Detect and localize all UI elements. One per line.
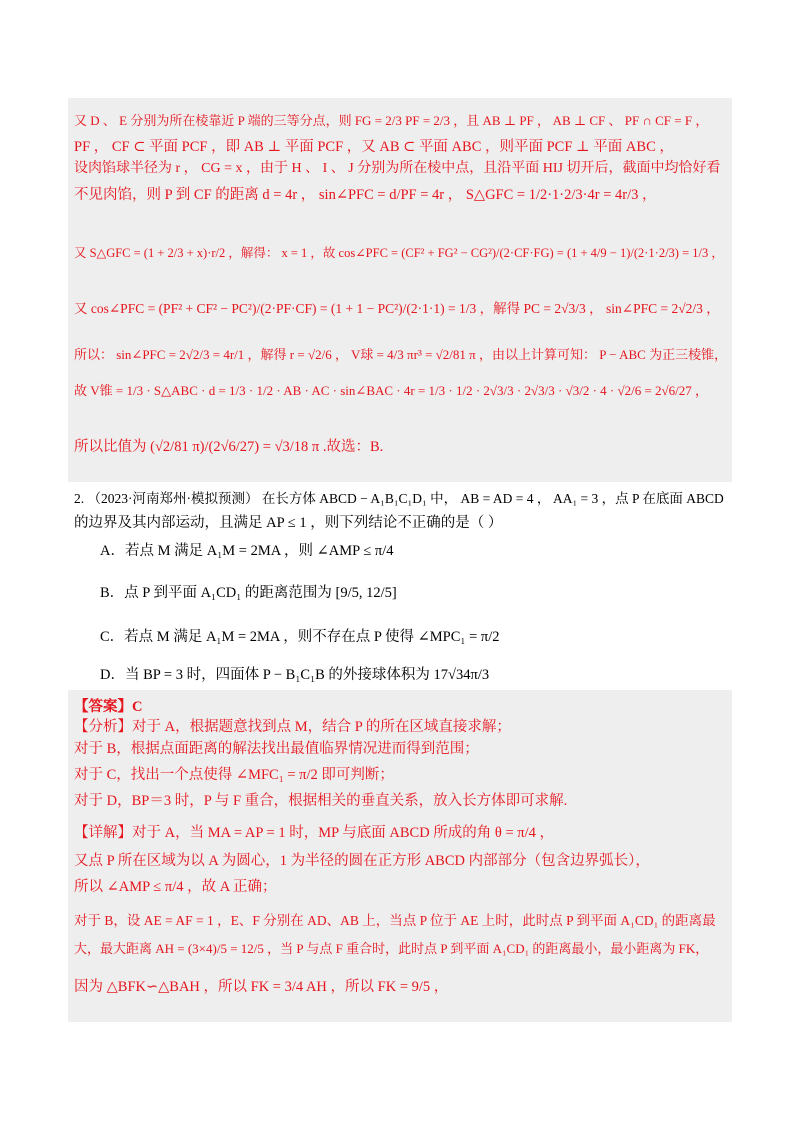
question-stem-line1: 在长方体 ABCD − A₁B₁C₁D₁ 中， AB = AD = 4 ， AA₁ = 3 ，点 P 在底面 ABCD [261, 491, 724, 506]
detail-line-1: 【详解】对于 A，当 MA = AP = 1 时，MP 与底面 ABCD 所成的角 θ = π/4 ， [74, 825, 555, 841]
detail-line-4: 对于 B，设 AE = AF = 1 ，E、F 分别在 AD、AB 上，当点 P 位于 AE 上时，此时点 P 到平面 A₁CD₁ 的距离最 [74, 913, 716, 928]
detail-line-5: 大，最大距离 AH = (3×4)/5 = 12/5 ，当 P 与点 F 重合时，此时点 P 到平面 A₁CD₁ 的距离最小，最小距离为 FK， [74, 941, 709, 956]
solution-line-2: PF ， CF ⊂ 平面 PCF ，即 AB ⊥ 平面 PCF ，又 AB ⊂ 平面 ABC ，则平面 PCF ⊥ 平面 ABC ， [74, 139, 674, 155]
question-source: （2023·河南郑州·模拟预测） [87, 491, 259, 506]
question-number: 2. [74, 491, 85, 506]
answer-label: 【答案】C [74, 699, 143, 715]
solution-line-1: 又 D 、 E 分别为所在棱靠近 P 端的三等分点，则 FG = 2/3 PF = 2/3 ，且 AB ⊥ PF ， AB ⊥ CF 、 PF ∩ CF = F ， [74, 113, 709, 128]
solution-line-9: 所以比值为 (√2/81 π)/(2√6/27) = √3/18 π .故选：B. [74, 439, 384, 455]
solution-line-8: 故 V锥 = 1/3 · S△ABC · d = 1/3 · 1/2 · AB · AC · sin∠BAC · 4r = 1/3 · 1/2 · 2√3/3 · 2√3/3 · √3/2 · 4 · √2/6 = 2√6/27 ， [74, 383, 709, 398]
option-a: A．若点 M 满足 A₁M = 2MA ，则 ∠AMP ≤ π/4 [100, 543, 394, 559]
option-c: C．若点 M 满足 A₁M = 2MA ，则不存在点 P 使得 ∠MPC₁ = π/2 [100, 629, 500, 645]
option-d: D．当 BP = 3 时，四面体 P − B₁C₁B 的外接球体积为 17√34π/3 [100, 667, 490, 683]
question-header-line [74, 488, 728, 510]
detail-line-3: 所以 ∠AMP ≤ π/4 ，故 A 正确； [74, 879, 277, 895]
solution-line-4: 不见肉馅，则 P 到 CF 的距离 d = 4r ， sin∠PFC = d/PF = 4r ， S△GFC = 1/2·1·2/3·4r = 4r/3 ， [74, 187, 657, 203]
option-b: B．点 P 到平面 A₁CD₁ 的距离范围为 [9/5, 12/5] [100, 585, 397, 601]
analysis-line-3: 对于 C，找出一个点使得 ∠MFC₁ = π/2 即可判断； [74, 767, 394, 783]
detail-line-6: 因为 △BFK∽△BAH ，所以 FK = 3/4 AH ，所以 FK = 9/5 ， [74, 979, 449, 995]
detail-line-2: 又点 P 所在区域为以 A 为圆心，1 为半径的圆在正方形 ABCD 内部部分（包含边界弧长）， [74, 853, 650, 869]
solution-line-7: 所以： sin∠PFC = 2√2/3 = 4r/1 ，解得 r = √2/6 ， V球 = 4/3 πr³ = √2/81 π ，由以上计算可知： P − ABC 为正三棱锥， [74, 347, 728, 362]
analysis-line-1: 【分析】对于 A，根据题意找到点 M，结合 P 的所在区域直接求解； [74, 719, 511, 735]
question-stem-line2: 的边界及其内部运动，且满足 AP ≤ 1 ，则下列结论不正确的是（ ） [74, 515, 503, 531]
solution-line-3: 设肉馅球半径为 r ， CG = x ，由于 H 、 I 、 J 分别为所在棱中点，且沿平面 HIJ 切开后，截面中均恰好看 [74, 161, 721, 176]
analysis-line-2: 对于 B，根据点面距离的解法找出最值临界情况进而得到范围； [74, 741, 479, 757]
solution-line-5: 又 S△GFC = (1 + 2/3 + x)·r/2 ，解得： x = 1 ，故 cos∠PFC = (CF² + FG² − CG²)/(2·CF·FG) = (1 + 4/9 − 1)/(2·1·2/3) = 1/3 ， [74, 246, 724, 260]
analysis-line-4: 对于 D，BP＝3 时，P 与 F 重合，根据相关的垂直关系，放入长方体即可求解. [74, 793, 568, 809]
solution-line-6: 又 cos∠PFC = (PF² + CF² − PC²)/(2·PF·CF) = (1 + 1 − PC²)/(2·1·1) = 1/3 ，解得 PC = 2√3/3 ， sin∠PFC = 2√2/3 ， [74, 301, 720, 316]
